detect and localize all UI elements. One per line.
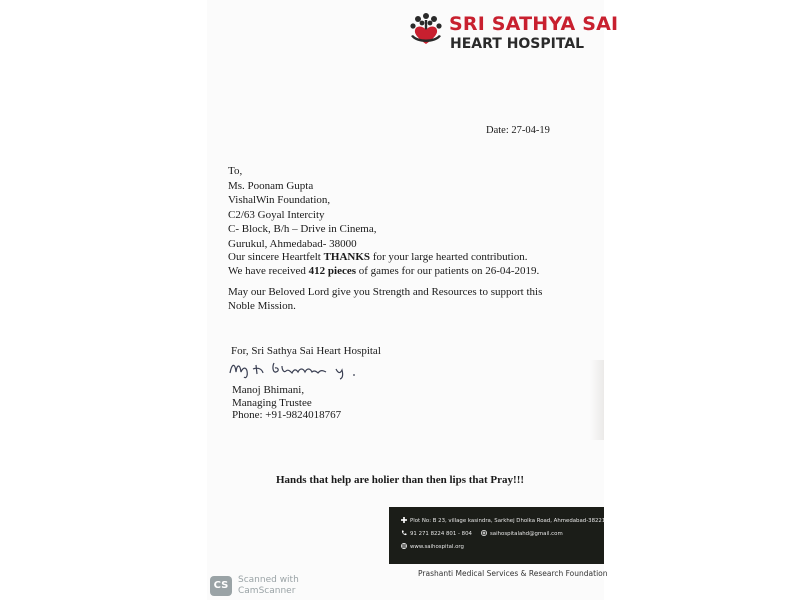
address-line: C2/63 Goyal Intercity [228,208,325,221]
blessing-line-1: May our Beloved Lord give you Strength and Resources to support this [228,286,543,298]
address-line: Ms. Poonam Gupta [228,179,314,192]
foundation-name: Prashanti Medical Services & Research Foundation [418,569,608,578]
camscanner-logo-icon: CS [210,576,232,596]
signer-block [232,384,341,422]
signer-phone: Phone: +91-9824018767 [232,409,342,421]
motto: Hands that help are holier than then lips that Pray!!! [276,474,525,486]
tree-heart-icon [408,10,444,50]
letter-date: Date: 27-04-19 [486,125,550,136]
signer-title: Managing Trustee [232,396,312,409]
text-span: We have received [228,265,309,277]
logo-subtitle: HEART HOSPITAL [450,36,585,52]
text-span: of games for our patients on 26-04-2019. [356,265,540,277]
footer-email [481,530,563,537]
handwritten-signature [226,357,376,381]
thanks-line-1 [228,250,539,264]
footer-address-text: Plot No: B 23, village kasindra, Sarkhej Dholka Road, Ahmedabad-38221 [410,518,606,524]
address-line: VishalWin Foundation, [228,194,331,206]
page-shadow [590,360,604,440]
text-span: Our sincere Heartfelt [228,251,324,263]
address-line: C- Block, B/h – Drive in Cinema, [228,223,377,235]
bold-thanks: THANKS [323,251,371,263]
hospital-logo [408,10,619,54]
footer-address [401,517,605,524]
footer-email-text: saihospitalahd@gmail.com [490,531,563,537]
text-span: for your large hearted contribution. [370,251,528,263]
sign-off: For, Sri Sathya Sai Heart Hospital [231,345,381,357]
address-line: To, [228,165,243,177]
footer-phone-text: 91 271 8224 801 - 804 [410,531,472,537]
watermark-line-2: CamScanner [238,586,296,596]
footer-contact-box [389,507,604,564]
blessing-line-2: Noble Mission. [228,300,296,312]
recipient-address [228,164,376,251]
at-icon [481,530,487,536]
globe-icon [401,543,407,549]
thanks-line-2 [228,264,539,278]
footer-phone [401,530,472,537]
footer-website [401,543,464,550]
camscanner-watermark [210,574,320,598]
thanks-paragraph [228,250,539,278]
watermark-line-1: Scanned with [238,575,299,585]
blessing-paragraph [228,285,542,313]
bold-quantity: 412 pieces [308,265,357,277]
footer-website-text: www.saihospital.org [410,544,464,550]
address-line: Gurukul, Ahmedabad- 38000 [228,237,357,250]
plus-icon [401,517,407,523]
phone-icon [401,530,407,536]
logo-title: SRI SATHYA SAI [449,13,619,35]
signer-name: Manoj Bhimani, [232,384,305,396]
